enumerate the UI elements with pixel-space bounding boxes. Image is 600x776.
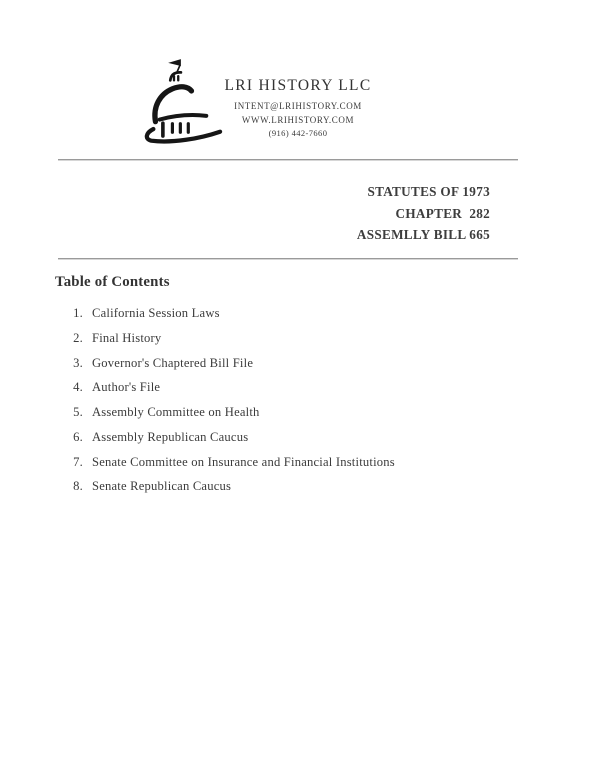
bill-reference-block: [250, 181, 490, 246]
toc-item: [55, 455, 535, 480]
toc-item: [55, 405, 535, 430]
assembly-bill-line: ASSEMLLY BILL 665: [356, 227, 490, 243]
toc-item: [55, 331, 535, 356]
toc-item-number: 8.: [73, 479, 83, 494]
website-url: WWW.LRIHISTORY.COM: [241, 115, 355, 125]
toc-item-number: 4.: [73, 380, 83, 395]
toc-title: Table of Contents: [55, 274, 170, 290]
toc-item-label: Assembly Republican Caucus: [92, 429, 249, 444]
toc-item-number: 7.: [73, 454, 83, 469]
phone-number: (916) 442-7660: [268, 128, 328, 138]
chapter-line: CHAPTER 282: [395, 205, 490, 221]
toc-item-label: California Session Laws: [92, 306, 220, 320]
toc-item-number: 3.: [73, 355, 83, 370]
toc-item-label: Final History: [92, 330, 162, 345]
company-name: LRI HISTORY LLC: [224, 77, 372, 94]
toc-item-label: Author's File: [92, 380, 161, 395]
toc-list: [55, 306, 535, 504]
toc-item-label: Assembly Committee on Health: [92, 405, 260, 419]
toc-item: [55, 356, 535, 381]
toc-item: [55, 380, 535, 405]
divider-bottom: [58, 258, 518, 260]
toc-item-number: 6.: [73, 429, 83, 444]
toc-item-label: Senate Republican Caucus: [92, 479, 232, 494]
toc-item-label: Senate Committee on Insurance and Financial Institutions: [92, 454, 395, 469]
toc-item: [55, 306, 535, 331]
toc-item-number: 5.: [73, 405, 83, 419]
toc-item-label: Governor's Chaptered Bill File: [92, 355, 254, 370]
toc-item-number: 1.: [73, 306, 83, 320]
divider-top: [58, 159, 518, 161]
toc-item: [55, 479, 535, 504]
statutes-line: STATUTES OF 1973: [367, 184, 490, 199]
email-address: INTENT@LRIHISTORY.COM: [234, 101, 362, 111]
toc-item: [55, 430, 535, 455]
toc-item-number: 2.: [73, 330, 83, 345]
